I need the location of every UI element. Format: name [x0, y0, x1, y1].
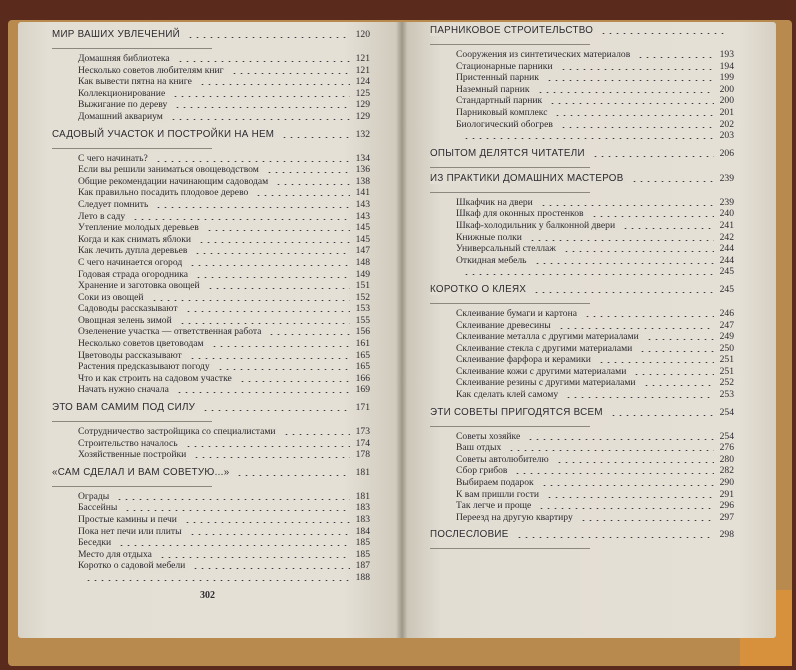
toc-entry	[52, 54, 370, 66]
leader-dots	[283, 434, 350, 435]
toc-page-number: 151	[355, 280, 370, 292]
toc-title: Строительство началось	[78, 439, 181, 449]
leader-dots	[217, 369, 350, 370]
toc-page-number: 181	[355, 466, 370, 478]
leader-dots	[266, 172, 350, 173]
toc-title: Домашний аквариум	[78, 112, 166, 122]
leader-dots	[534, 263, 714, 264]
leader-dots	[189, 358, 350, 359]
toc-page-number: 185	[355, 537, 370, 549]
book-gutter	[396, 22, 408, 638]
toc-title: ПОСЛЕСЛОВИЕ	[430, 530, 512, 540]
leader-dots	[639, 351, 714, 352]
toc-page-number: 254	[719, 430, 734, 442]
leader-dots	[195, 277, 350, 278]
leader-dots	[643, 385, 714, 386]
section-rule	[430, 44, 590, 45]
toc-page-number: 194	[719, 60, 734, 72]
toc-title: С чего начинается огород	[78, 258, 185, 268]
toc-entry	[52, 450, 370, 462]
toc-page-number: 141	[355, 187, 370, 199]
leader-dots	[546, 497, 714, 498]
section-rule	[52, 48, 212, 49]
leader-dots	[622, 228, 714, 229]
toc-entry	[430, 478, 734, 490]
leader-dots	[541, 485, 714, 486]
toc-title: Стандартный парник	[456, 96, 545, 106]
toc-title: Переезд на другую квартиру	[456, 513, 576, 523]
toc-title: Склеивание фарфора и керамики	[456, 355, 594, 365]
toc-page-number: 155	[355, 314, 370, 326]
toc-title: ЭТИ СОВЕТЫ ПРИГОДЯТСЯ ВСЕМ	[430, 408, 606, 418]
toc-title: Коротко о садовой мебели	[78, 561, 188, 571]
toc-page-number: 147	[355, 245, 370, 257]
toc-title: С чего начинать?	[78, 154, 151, 164]
leader-dots	[533, 292, 714, 293]
toc-title: САДОВЫЙ УЧАСТОК И ПОСТРОЙКИ НА НЕМ	[52, 130, 277, 140]
toc-title: Склеивание резины с другими материалами	[456, 378, 639, 388]
leader-dots	[646, 339, 714, 340]
section-rule	[430, 303, 590, 304]
toc-title: «САМ СДЕЛАЛ И ВАМ СОВЕТУЮ...»	[52, 468, 232, 478]
leader-dots	[556, 462, 714, 463]
toc-page-number: 202	[719, 118, 734, 130]
section-rule	[430, 548, 590, 549]
toc-title: ПАРНИКОВОЕ СТРОИТЕЛЬСТВО	[430, 26, 596, 36]
toc-page-number: 252	[719, 377, 734, 389]
toc-page-number: 245	[719, 266, 734, 278]
leader-dots	[176, 392, 350, 393]
leader-dots	[177, 61, 350, 62]
leader-dots	[549, 103, 714, 104]
toc-entry	[52, 561, 370, 573]
leader-dots	[546, 80, 714, 81]
toc-entry	[52, 427, 370, 439]
toc-title: Когда и как снимать яблоки	[78, 235, 194, 245]
toc-entry	[430, 108, 734, 120]
leader-dots	[592, 156, 714, 157]
toc-title: Склеивание металла с другими материалами	[456, 332, 642, 342]
leader-dots	[554, 115, 714, 116]
toc-title: Сооружения из синтетических материалов	[456, 50, 633, 60]
toc-title: Советы хозяйке	[456, 432, 523, 442]
toc-entry	[52, 165, 370, 177]
leader-dots	[463, 138, 714, 139]
toc-title: Годовая страда огородника	[78, 270, 191, 280]
toc-title: Склеивание кожи с другими материалами	[456, 367, 629, 377]
toc-entry	[430, 513, 734, 525]
toc-title: Цветоводы рассказывают	[78, 351, 185, 361]
leader-dots	[463, 274, 714, 275]
toc-page-number: 244	[719, 243, 734, 255]
section-rule	[52, 421, 212, 422]
toc-title: Коллекционирование	[78, 89, 168, 99]
toc-page-number: 152	[355, 291, 370, 303]
toc-title: Откидная мебель	[456, 256, 530, 266]
leader-dots	[85, 580, 350, 581]
toc-title: Склеивание древесины	[456, 321, 554, 331]
toc-page-number: 169	[355, 384, 370, 396]
toc-title: Утепление молодых деревьев	[78, 223, 202, 233]
toc-section	[52, 468, 370, 480]
leader-dots	[281, 137, 350, 138]
toc-page-number: 125	[355, 87, 370, 99]
leader-dots	[189, 265, 350, 266]
toc-title: Домашняя библиотека	[78, 54, 173, 64]
toc-page-number: 188	[355, 571, 370, 583]
leader-dots	[198, 242, 350, 243]
toc-entry	[430, 131, 734, 143]
leader-dots	[516, 537, 714, 538]
toc-title: Следует помнить	[78, 200, 151, 210]
toc-title: Соки из овощей	[78, 293, 147, 303]
toc-page-number: 156	[355, 326, 370, 338]
toc-page-number: 120	[355, 29, 370, 40]
toc-title: Шкаф для оконных простенков	[456, 209, 587, 219]
leader-dots	[540, 205, 714, 206]
toc-entry	[52, 281, 370, 293]
toc-title: Хозяйственные постройки	[78, 450, 189, 460]
leader-dots	[560, 127, 714, 128]
toc-title: Овощная зелень зимой	[78, 316, 175, 326]
toc-page-number: 280	[719, 453, 734, 465]
leader-dots	[189, 534, 350, 535]
leader-dots	[560, 69, 714, 70]
toc-title: Пока нет печи или плиты	[78, 527, 185, 537]
toc-title: Хранение и заготовка овощей	[78, 281, 203, 291]
leader-dots	[255, 195, 350, 196]
toc-section	[52, 30, 370, 42]
toc-page-number: 129	[355, 110, 370, 122]
toc-entry	[52, 200, 370, 212]
toc-page-number: 145	[355, 222, 370, 234]
toc-title: Если вы решили заниматься овощеводством	[78, 165, 262, 175]
leader-dots	[193, 457, 350, 458]
toc-entry	[430, 50, 734, 62]
toc-entry	[52, 223, 370, 235]
toc-page-number: 165	[355, 361, 370, 373]
leader-dots	[132, 219, 350, 220]
toc-page-number: 253	[719, 389, 734, 401]
leader-dots	[580, 520, 714, 521]
leader-dots	[275, 184, 350, 185]
toc-section	[430, 408, 734, 420]
leader-dots	[124, 510, 350, 511]
leader-dots	[637, 57, 714, 58]
toc-page-number: 199	[719, 72, 734, 84]
toc-title: Несколько советов любителям книг	[78, 66, 227, 76]
toc-title: Шкафчик на двери	[456, 198, 536, 208]
toc-title: Советы автолюбителю	[456, 455, 552, 465]
toc-page-number: 245	[719, 283, 734, 295]
section-rule	[52, 148, 212, 149]
toc-page-number: 296	[719, 500, 734, 512]
toc-page-number: 149	[355, 268, 370, 280]
leader-dots	[184, 522, 350, 523]
toc-title: Выбираем подарок	[456, 478, 537, 488]
toc-entry	[430, 309, 734, 321]
toc-page-number: 184	[355, 525, 370, 537]
leader-dots	[600, 33, 728, 34]
toc-title: Наземный парник	[456, 85, 533, 95]
leader-dots	[514, 473, 714, 474]
toc-page-number: 174	[355, 437, 370, 449]
toc-page-number: 246	[719, 307, 734, 319]
toc-page-number: 161	[355, 338, 370, 350]
leader-dots	[529, 240, 714, 241]
toc-page-number: 297	[719, 511, 734, 523]
toc-title: Как вывести пятна на книге	[78, 77, 195, 87]
toc-page-number: 148	[355, 256, 370, 268]
leader-dots	[185, 446, 350, 447]
leader-dots	[116, 499, 350, 500]
toc-title: Биологический обогрев	[456, 120, 556, 130]
leader-dots	[537, 92, 714, 93]
toc-page-number: 187	[355, 560, 370, 572]
toc-entry	[52, 112, 370, 124]
toc-page-number: 244	[719, 254, 734, 266]
toc-page-number: 282	[719, 465, 734, 477]
toc-left-column	[52, 24, 370, 585]
toc-page-number: 239	[719, 172, 734, 184]
section-rule	[430, 426, 590, 427]
toc-page-number: 276	[719, 442, 734, 454]
toc-title: Универсальный стеллаж	[456, 244, 559, 254]
toc-page-number: 138	[355, 175, 370, 187]
toc-title: МИР ВАШИХ УВЛЕЧЕНИЙ	[52, 30, 183, 40]
toc-page-number: 178	[355, 449, 370, 461]
toc-title: Книжные полки	[456, 233, 525, 243]
toc-page-number: 132	[355, 128, 370, 140]
toc-title: Садоводы рассказывают	[78, 304, 181, 314]
leader-dots	[527, 439, 714, 440]
toc-page-number: 183	[355, 502, 370, 514]
toc-title: Растения предсказывают погоду	[78, 362, 213, 372]
leader-dots	[631, 181, 714, 182]
leader-dots	[155, 161, 350, 162]
toc-page-number: 181	[355, 490, 370, 502]
toc-page-number: 165	[355, 349, 370, 361]
leader-dots	[538, 508, 714, 509]
toc-title: Так легче и проще	[456, 501, 534, 511]
leader-dots	[591, 216, 714, 217]
leader-dots	[179, 323, 350, 324]
toc-title: Несколько советов цветоводам	[78, 339, 207, 349]
toc-section	[52, 130, 370, 142]
toc-page-number: 134	[355, 152, 370, 164]
leader-dots	[170, 119, 350, 120]
toc-page-number: 185	[355, 548, 370, 560]
toc-section	[430, 174, 734, 186]
toc-title: ИЗ ПРАКТИКИ ДОМАШНИХ МАСТЕРОВ	[430, 174, 627, 184]
toc-page-number: 200	[719, 95, 734, 107]
toc-entry	[52, 258, 370, 270]
toc-title: Простые камины и печи	[78, 515, 180, 525]
toc-entry	[52, 385, 370, 397]
toc-entry	[52, 339, 370, 351]
toc-entry	[52, 515, 370, 527]
leader-dots	[236, 475, 350, 476]
leader-dots	[584, 316, 714, 317]
leader-dots	[159, 557, 350, 558]
toc-page-number: 200	[719, 83, 734, 95]
toc-page-number: 241	[719, 219, 734, 231]
toc-page-number: 173	[355, 426, 370, 438]
toc-title: Сбор грибов	[456, 466, 510, 476]
leader-dots	[231, 73, 350, 74]
leader-dots	[207, 288, 350, 289]
toc-section	[430, 285, 734, 297]
toc-title: Ваш отдых	[456, 443, 504, 453]
toc-entry	[430, 390, 734, 402]
leader-dots	[268, 334, 350, 335]
section-rule	[430, 192, 590, 193]
toc-entry	[430, 120, 734, 132]
section-rule	[52, 486, 212, 487]
leader-dots	[194, 253, 350, 254]
toc-title: Беседки	[78, 538, 114, 548]
toc-page-number: 291	[719, 488, 734, 500]
toc-title: Пристенный парник	[456, 73, 542, 83]
leader-dots	[187, 37, 350, 38]
toc-page-number: 298	[719, 529, 734, 541]
toc-title: Озеленение участка — ответственная работа	[78, 327, 264, 337]
leader-dots	[155, 207, 350, 208]
leader-dots	[239, 381, 350, 382]
toc-page-number: 240	[719, 208, 734, 220]
leader-dots	[508, 450, 714, 451]
leader-dots	[174, 107, 350, 108]
toc-page-number: 250	[719, 342, 734, 354]
toc-title: КОРОТКО О КЛЕЯХ	[430, 285, 529, 295]
toc-page-number: 171	[355, 402, 370, 414]
toc-page-number: 239	[719, 196, 734, 208]
leader-dots	[633, 374, 714, 375]
toc-page-number: 143	[355, 198, 370, 210]
leader-dots	[206, 230, 350, 231]
toc-page-number: 203	[719, 130, 734, 142]
toc-section	[52, 403, 370, 415]
toc-page-number: 183	[355, 514, 370, 525]
toc-title: Склеивание стекла с другими материалами	[456, 344, 635, 354]
toc-page-number: 242	[719, 231, 734, 243]
toc-page-number: 251	[719, 365, 734, 377]
toc-title: Сотрудничество застройщика со специалистами	[78, 427, 279, 437]
leader-dots	[185, 311, 350, 312]
toc-page-number: 193	[719, 49, 734, 60]
toc-page-number: 136	[355, 164, 370, 176]
toc-page-number: 121	[355, 53, 370, 64]
toc-page-number: 247	[719, 319, 734, 331]
toc-entry	[52, 573, 370, 585]
leader-dots	[211, 346, 350, 347]
toc-section	[430, 530, 734, 542]
toc-entry	[430, 244, 734, 256]
toc-title: Начать нужно сначала	[78, 385, 172, 395]
leader-dots	[563, 251, 714, 252]
toc-page-number: 145	[355, 233, 370, 245]
toc-title: Стационарные парники	[456, 62, 556, 72]
leader-dots	[202, 410, 350, 411]
leader-dots	[565, 397, 714, 398]
leader-dots	[192, 568, 350, 569]
toc-right-column	[430, 20, 734, 554]
toc-title: Общие рекомендации начинающим садоводам	[78, 177, 271, 187]
toc-title: Шкаф-холодильник у балконной двери	[456, 221, 618, 231]
toc-title: ОПЫТОМ ДЕЛЯТСЯ ЧИТАТЕЛИ	[430, 149, 588, 159]
toc-title: Как правильно посадить плодовое дерево	[78, 188, 251, 198]
toc-page-number: 206	[719, 147, 734, 159]
toc-page-number: 143	[355, 210, 370, 222]
toc-entry	[430, 221, 734, 233]
leader-dots	[598, 362, 714, 363]
toc-title: Лето в саду	[78, 212, 128, 222]
toc-title: Выжигание по дереву	[78, 100, 170, 110]
toc-title: ЭТО ВАМ САМИМ ПОД СИЛУ	[52, 403, 198, 413]
toc-title: К вам пришли гости	[456, 490, 542, 500]
toc-page-number: 254	[719, 406, 734, 418]
toc-title: Как сделать клей самому	[456, 390, 561, 400]
leader-dots	[172, 96, 350, 97]
leader-dots	[610, 415, 714, 416]
toc-page-number: 249	[719, 331, 734, 343]
toc-entry	[430, 332, 734, 344]
toc-title: Склеивание бумаги и картона	[456, 309, 580, 319]
toc-page-number: 129	[355, 99, 370, 111]
toc-page-number: 201	[719, 106, 734, 118]
toc-title: Парниковый комплекс	[456, 108, 550, 118]
section-rule	[430, 167, 590, 168]
toc-title: Что и как строить на садовом участке	[78, 374, 235, 384]
toc-page-number: 121	[355, 64, 370, 76]
toc-title: Ограды	[78, 492, 112, 502]
toc-section	[430, 26, 734, 38]
toc-title: Место для отдыха	[78, 550, 155, 560]
leader-dots	[199, 84, 350, 85]
toc-page-number: 153	[355, 303, 370, 315]
toc-page-number: 124	[355, 76, 370, 88]
toc-page-number: 251	[719, 354, 734, 366]
toc-page-number: 290	[719, 477, 734, 489]
toc-page-number: 166	[355, 372, 370, 384]
leader-dots	[151, 300, 350, 301]
toc-title: Как лечить дупла деревьев	[78, 246, 190, 256]
page-number: 302	[200, 590, 215, 601]
toc-entry	[430, 267, 734, 279]
leader-dots	[118, 545, 350, 546]
leader-dots	[558, 328, 714, 329]
toc-entry	[430, 256, 734, 268]
toc-title: Бассейны	[78, 503, 120, 513]
toc-section	[430, 149, 734, 161]
